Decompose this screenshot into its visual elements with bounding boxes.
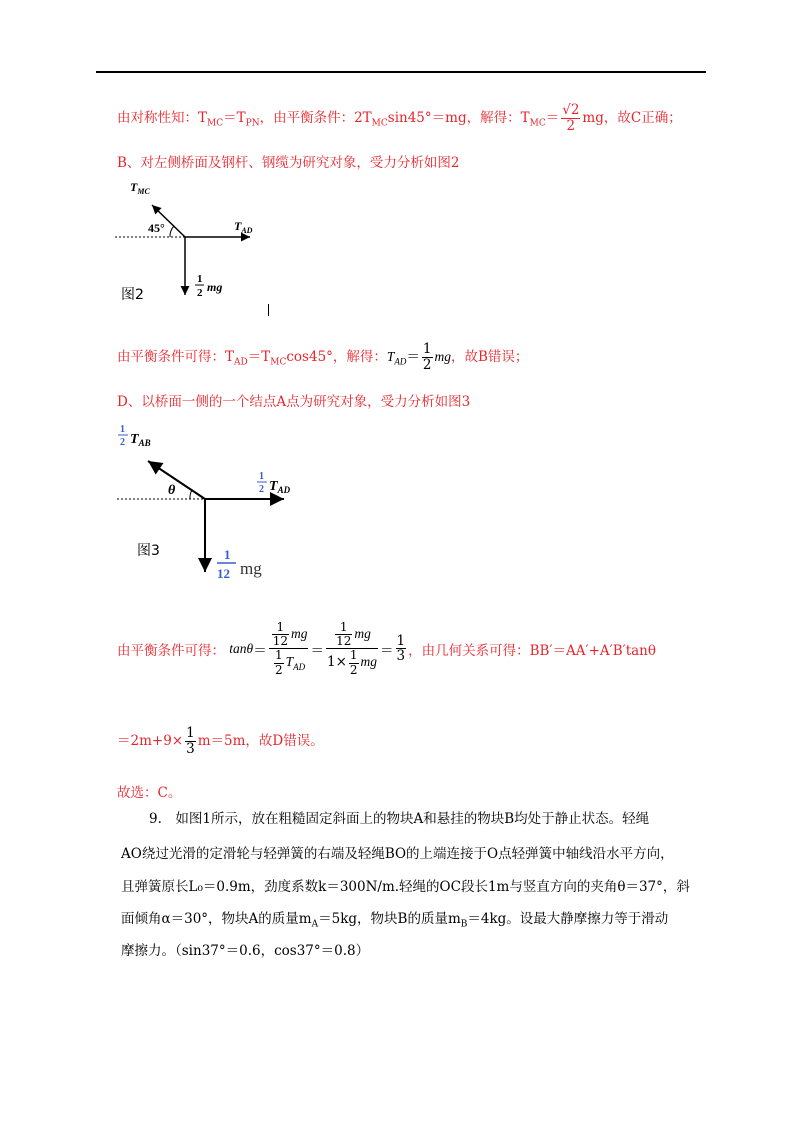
- figure-2-caption: 图2: [121, 287, 144, 303]
- cursor-mark: [268, 304, 269, 316]
- answer-line: 故选：C。: [117, 785, 182, 801]
- solution-line-b-intro: B、对左侧桥面及钢杆、钢缆为研究对象，受力分析如图2: [117, 155, 460, 171]
- theta-label: θ: [168, 483, 176, 498]
- tad-label: $T_{AD}$: [234, 219, 253, 235]
- twelfth-den: 12: [217, 566, 230, 581]
- theta-arc: [190, 490, 192, 499]
- question-9-line-4: 面倾角α＝30°，物块A的质量$m_A=5kg$，物块B的质量$m_B=4kg$。设最大静摩擦力等于滑动: [121, 911, 669, 930]
- fraction-sqrt2-over-2: $\frac{√2}{2}$: [562, 102, 580, 134]
- half-right-den: 2: [259, 484, 264, 495]
- half-den: 2: [197, 287, 203, 299]
- half-top-num: 1: [120, 424, 125, 435]
- fraction-one-half: $\frac{1}{2}$: [422, 341, 432, 373]
- half-top-den: 2: [120, 437, 125, 448]
- tab-label: $T_{AB}$: [130, 432, 151, 448]
- angle-label: 45°: [148, 221, 165, 235]
- tension-ab-arrow: [148, 461, 205, 499]
- question-9-line-5: 摩擦力。（sin37°＝0.6，cos37°＝0.8）: [121, 943, 370, 959]
- twelfth-num: 1: [224, 547, 231, 562]
- fraction-tan-def: $\frac{1}{12}$ mg $\frac{1}{2}$ $T_{AD}$: [269, 621, 309, 677]
- fraction-one-third-b: $\frac{1}{3}$: [186, 725, 195, 757]
- solution-line-d-intro: D、以桥面一侧的一个结点A点为研究对象，受力分析如图3: [117, 394, 471, 410]
- fraction-one-third: $\frac{1}{3}$: [396, 632, 406, 665]
- half-right-num: 1: [259, 471, 264, 482]
- solution-line-b-result: 由平衡条件可得：$T_{AD}=T_{MC}\cos 45^\circ$，解得：$T_{AD}=$ $\frac{1}{2}$ mg，故B错误；: [117, 341, 529, 373]
- question-9-line-2: AO绕过光滑的定滑轮与轻弹簧的右端及轻绳BO的上端连接于O点轻弹簧中轴线沿水平方向，: [121, 846, 674, 862]
- mg-label: mg: [207, 280, 223, 294]
- solution-line-d-result: ＝2m+9× $\frac{1}{3}$ m＝5m，故D错误。: [117, 725, 324, 757]
- angle-arc: [170, 226, 174, 237]
- header-rule: [96, 71, 706, 73]
- solution-line-c: 由对称性知：$T_{MC}=T_{PN}$，由平衡条件：$2T_{MC}\sin 45^\circ=mg$，解得：$T_{MC}=$ $\frac{√2}{2}$ mg，故C正确；: [117, 102, 682, 134]
- fraction-substituted: $\frac{1}{12}$ mg 1× $\frac{1}{2}$ mg: [326, 620, 378, 677]
- question-9-line-3: 且弹簧原长L₀＝0.9m，劲度系数k＝300N/m.轻绳的OC段长1m与竖直方向的夹角θ＝37°，斜: [121, 879, 690, 895]
- solution-line-d-equation: 由平衡条件可得： tanθ＝ $\frac{1}{12}$ mg $\frac{1}{2}$ $T_{AD}$ ＝ $\frac{1}{12}$ mg 1× $\frac{1}{2}$ mg ＝ $\frac{1}{3}$ ，由几何关系可得：BB′＝AA′+A′B′tanθ: [117, 620, 656, 677]
- mg-label: mg: [240, 559, 262, 578]
- tad-label: $T_{AD}$: [269, 479, 291, 495]
- figure-3-caption: 图3: [137, 543, 160, 559]
- figure-3-force-diagram: [112, 420, 312, 590]
- tmc-label: $T_{MC}$: [130, 180, 150, 196]
- question-9-line-1: 9. 如图1所示，放在粗糙固定斜面上的物块A和悬挂的物块B均处于静止状态。轻绳: [149, 811, 650, 827]
- half-num: 1: [197, 273, 203, 285]
